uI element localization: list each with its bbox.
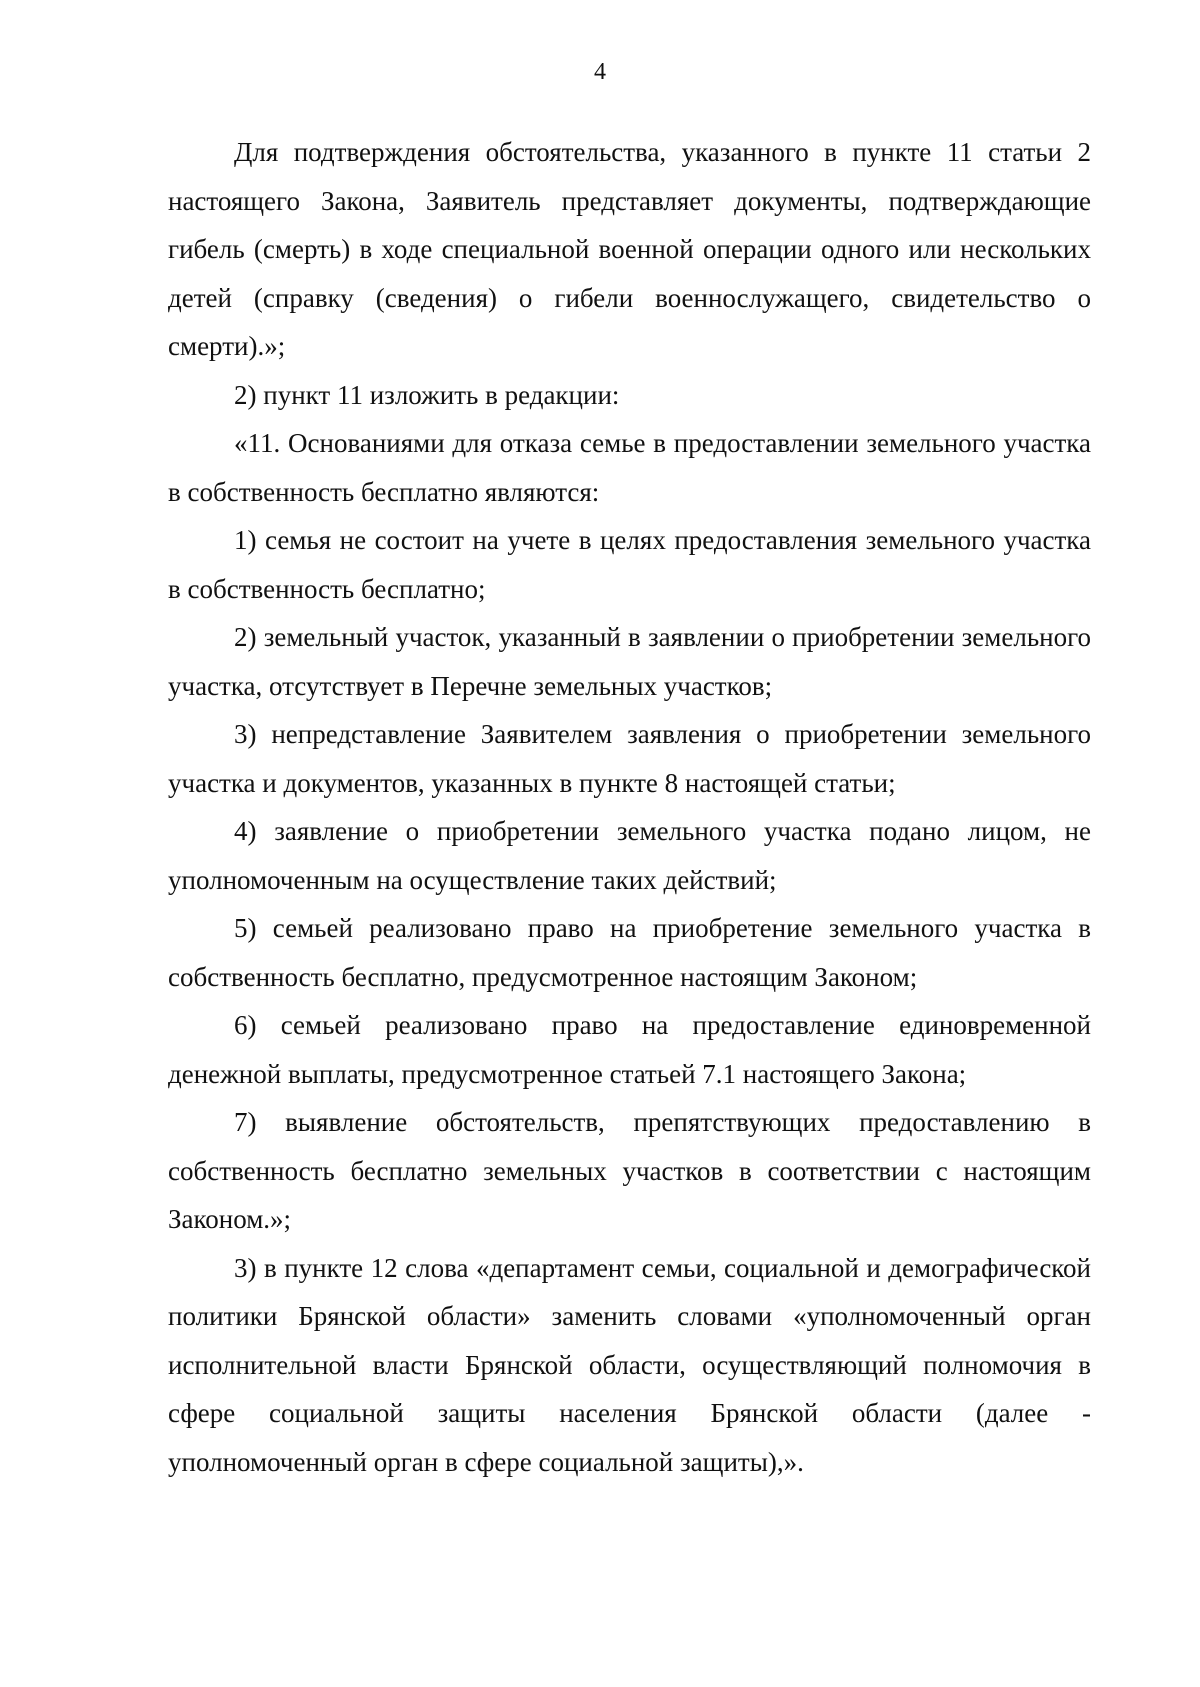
paragraph-refusal-grounds: «11. Основаниями для отказа семье в предоставлении земельного участка в собственность бесплатно являются: xyxy=(168,428,1091,507)
list-item-5: 5) семьей реализовано право на приобретение земельного участка в собственность бесплатно, предусмотренное настоящим Законом; xyxy=(168,913,1091,992)
paragraph-amendment-2: 2) пункт 11 изложить в редакции: xyxy=(234,379,620,410)
list-item-7: 7) выявление обстоятельств, препятствующих предоставлению в собственность бесплатно земельных участков в соответствии с настоящим Законом.»; xyxy=(168,1107,1091,1234)
list-item-3: 3) непредставление Заявителем заявления о приобретении земельного участка и документов, указанных в пункте 8 настоящей статьи; xyxy=(168,719,1091,798)
document-body xyxy=(168,128,1091,1486)
list-item-4: 4) заявление о приобретении земельного участка подано лицом, не уполномоченным на осуществление таких действий; xyxy=(168,816,1091,895)
list-item-1: 1) семья не состоит на учете в целях предоставления земельного участка в собственность бесплатно; xyxy=(168,525,1091,604)
paragraph-confirmation-documents: Для подтверждения обстоятельства, указанного в пункте 11 статьи 2 настоящего Закона, Заявитель представляет документы, подтверждающие гибель (смерть) в ходе специальной военной операции одного или нескольких детей (справку (сведения) о гибели военнослужащего, свидетельство о смерти).»; xyxy=(168,137,1091,361)
page-number: 4 xyxy=(594,59,606,85)
paragraph-amendment-3: 3) в пункте 12 слова «департамент семьи, социальной и демографической политики Брянской области» заменить словами «уполномоченный орган исполнительной власти Брянской области, осуществляющий полномочия в сфере социальной защиты населения Брянской области (далее - уполномоченный орган в сфере социальной защиты),». xyxy=(168,1252,1091,1477)
list-item-2: 2) земельный участок, указанный в заявлении о приобретении земельного участка, отсутствует в Перечне земельных участков; xyxy=(168,622,1091,701)
list-item-6: 6) семьей реализовано право на предоставление единовременной денежной выплаты, предусмотренное статьей 7.1 настоящего Закона; xyxy=(168,1010,1091,1089)
